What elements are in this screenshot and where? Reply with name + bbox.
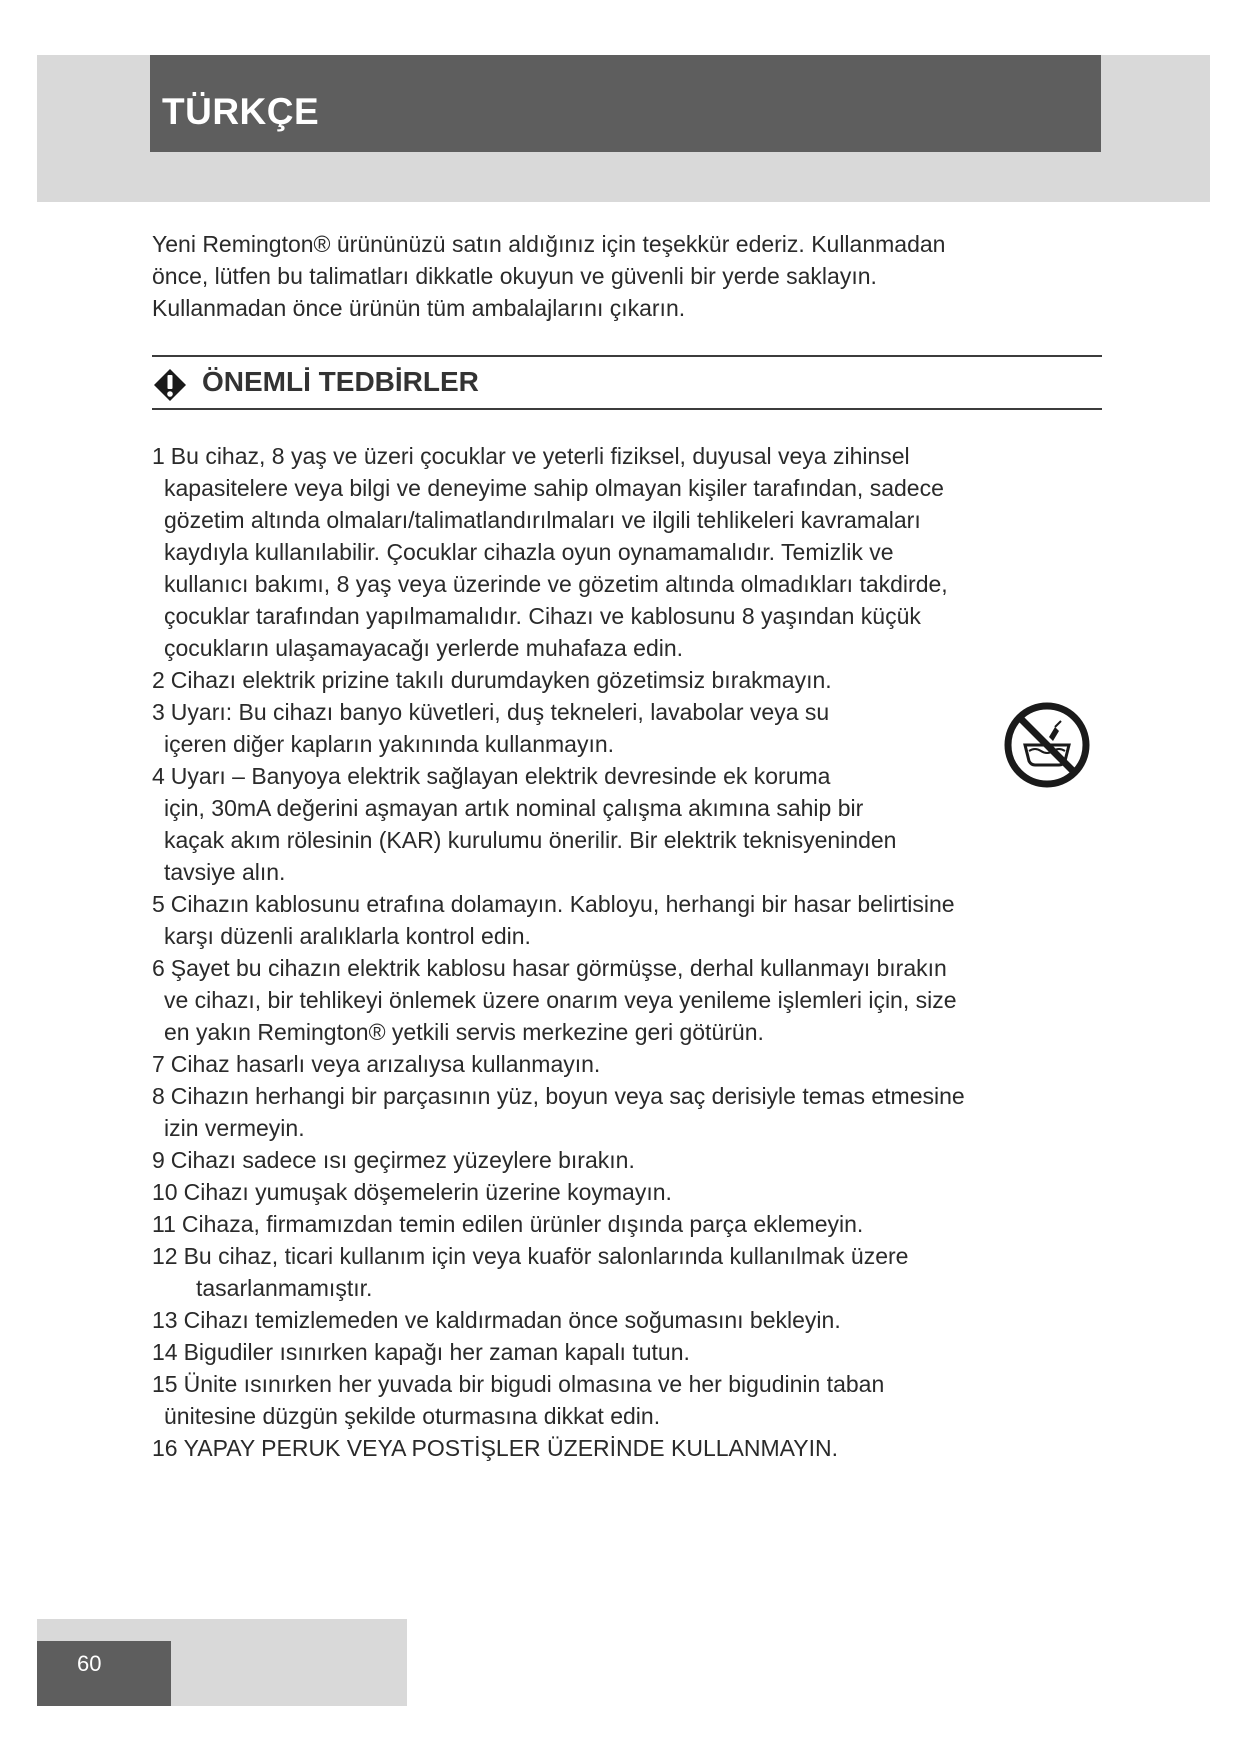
section-rule-bottom bbox=[152, 408, 1102, 410]
item-number: 14 bbox=[152, 1339, 178, 1365]
item-text: Uyarı: Bu cihazı banyo küvetleri, duş tekneleri, lavabolar veya su bbox=[170, 699, 830, 725]
list-item bbox=[152, 1240, 1102, 1304]
item-text: Cihazı temizlemeden ve kaldırmadan önce soğumasını bekleyin. bbox=[183, 1307, 841, 1333]
item-text: Bu cihaz, ticari kullanım için veya kuaför salonlarında kullanılmak üzere bbox=[183, 1243, 909, 1269]
item-text: Cihaz hasarlı veya arızalıysa kullanmayın. bbox=[170, 1051, 601, 1077]
item-text: ünitesine düzgün şekilde oturmasına dikkat edin. bbox=[164, 1403, 661, 1429]
item-text: karşı düzenli aralıklarla kontrol edin. bbox=[164, 923, 531, 949]
list-item bbox=[152, 1432, 1102, 1464]
item-text: Cihaza, firmamızdan temin edilen ürünler dışında parça eklemeyin. bbox=[181, 1211, 864, 1237]
item-number: 11 bbox=[152, 1211, 176, 1237]
item-number: 5 bbox=[152, 891, 165, 917]
item-text: tasarlanmamıştır. bbox=[196, 1275, 373, 1301]
item-text: YAPAY PERUK VEYA POSTİŞLER ÜZERİNDE KULLANMAYIN. bbox=[183, 1435, 839, 1461]
item-text: tavsiye alın. bbox=[164, 859, 286, 885]
precautions-list bbox=[152, 440, 1102, 1464]
item-text: ve cihazı, bir tehlikeyi önlemek üzere onarım veya yenileme işlemleri için, size bbox=[164, 987, 957, 1013]
item-text: Ünite ısınırken her yuvada bir bigudi olmasına ve her bigudinin taban bbox=[183, 1371, 885, 1397]
item-text: içeren diğer kapların yakınında kullanmayın. bbox=[164, 731, 615, 757]
intro-line: önce, lütfen bu talimatları dikkatle okuyun ve güvenli bir yerde saklayın. bbox=[152, 263, 877, 289]
section-rule-top bbox=[152, 355, 1102, 357]
item-number: 7 bbox=[152, 1051, 165, 1077]
item-text: Cihazın kablosunu etrafına dolamayın. Kabloyu, herhangi bir hasar belirtisine bbox=[170, 891, 955, 917]
list-item bbox=[152, 1336, 1102, 1368]
section-title: ÖNEMLİ TEDBİRLER bbox=[202, 366, 479, 397]
item-number: 6 bbox=[152, 955, 165, 981]
list-item bbox=[152, 1176, 1102, 1208]
list-item bbox=[152, 1144, 1102, 1176]
item-text: çocukların ulaşamayacağı yerlerde muhafaza edin. bbox=[164, 635, 684, 661]
item-text: Cihazı sadece ısı geçirmez yüzeylere bırakın. bbox=[170, 1147, 635, 1173]
item-text: Bu cihaz, 8 yaş ve üzeri çocuklar ve yeterli fiziksel, duyusal veya zihinsel bbox=[170, 443, 910, 469]
item-number: 2 bbox=[152, 667, 165, 693]
item-number: 3 bbox=[152, 699, 165, 725]
item-number: 10 bbox=[152, 1179, 178, 1205]
item-text: Bigudiler ısınırken kapağı her zaman kapalı tutun. bbox=[183, 1339, 690, 1365]
list-item bbox=[152, 760, 1102, 888]
item-text: en yakın Remington® yetkili servis merkezine geri götürün. bbox=[164, 1019, 764, 1045]
item-number: 15 bbox=[152, 1371, 178, 1397]
item-number: 13 bbox=[152, 1307, 178, 1333]
list-item bbox=[152, 1368, 1102, 1432]
item-text: Cihazın herhangi bir parçasının yüz, boyun veya saç derisiyle temas etmesine bbox=[170, 1083, 965, 1109]
item-text: için, 30mA değerini aşmayan artık nominal çalışma akımına sahip bir bbox=[164, 795, 864, 821]
list-item bbox=[152, 1048, 1102, 1080]
item-text: çocuklar tarafından yapılmamalıdır. Cihazı ve kablosunu 8 yaşından küçük bbox=[164, 603, 921, 629]
intro-paragraph bbox=[152, 228, 1112, 324]
item-text: izin vermeyin. bbox=[164, 1115, 305, 1141]
item-number: 4 bbox=[152, 763, 165, 789]
list-item bbox=[152, 952, 1102, 1048]
warning-diamond-icon bbox=[152, 367, 188, 403]
item-text: kaçak akım rölesinin (KAR) kurulumu önerilir. Bir elektrik teknisyeninden bbox=[164, 827, 897, 853]
list-item bbox=[152, 696, 1102, 760]
page-number: 60 bbox=[77, 1651, 102, 1676]
item-text: Şayet bu cihazın elektrik kablosu hasar görmüşse, derhal kullanmayı bırakın bbox=[170, 955, 947, 981]
page-title: TÜRKÇE bbox=[162, 91, 320, 132]
item-text: gözetim altında olmaları/talimatlandırılmaları ve ilgili tehlikeleri kavramaları bbox=[164, 507, 921, 533]
item-text: Cihazı yumuşak döşemelerin üzerine koymayın. bbox=[183, 1179, 672, 1205]
list-item bbox=[152, 1304, 1102, 1336]
item-number: 1 bbox=[152, 443, 165, 469]
item-number: 9 bbox=[152, 1147, 165, 1173]
item-text: Uyarı – Banyoya elektrik sağlayan elektrik devresinde ek koruma bbox=[170, 763, 831, 789]
footer-page-box bbox=[37, 1641, 171, 1706]
list-item bbox=[152, 888, 1102, 952]
item-text: kaydıyla kullanılabilir. Çocuklar cihazla oyun oynamamalıdır. Temizlik ve bbox=[164, 539, 894, 565]
item-number: 16 bbox=[152, 1435, 178, 1461]
item-text: kullanıcı bakımı, 8 yaş veya üzerinde ve gözetim altında olmadıkları takdirde, bbox=[164, 571, 948, 597]
list-item bbox=[152, 440, 1102, 664]
header-title-box bbox=[150, 55, 1101, 152]
item-number: 12 bbox=[152, 1243, 178, 1269]
item-number: 8 bbox=[152, 1083, 165, 1109]
intro-line: Kullanmadan önce ürünün tüm ambalajlarını çıkarın. bbox=[152, 295, 686, 321]
intro-line: Yeni Remington® ürününüzü satın aldığınız için teşekkür ederiz. Kullanmadan bbox=[152, 231, 946, 257]
item-text: kapasitelere veya bilgi ve deneyime sahip olmayan kişiler tarafından, sadece bbox=[164, 475, 944, 501]
item-text: Cihazı elektrik prizine takılı durumdayken gözetimsiz bırakmayın. bbox=[170, 667, 832, 693]
list-item bbox=[152, 664, 1102, 696]
list-item bbox=[152, 1080, 1102, 1144]
list-item bbox=[152, 1208, 1102, 1240]
